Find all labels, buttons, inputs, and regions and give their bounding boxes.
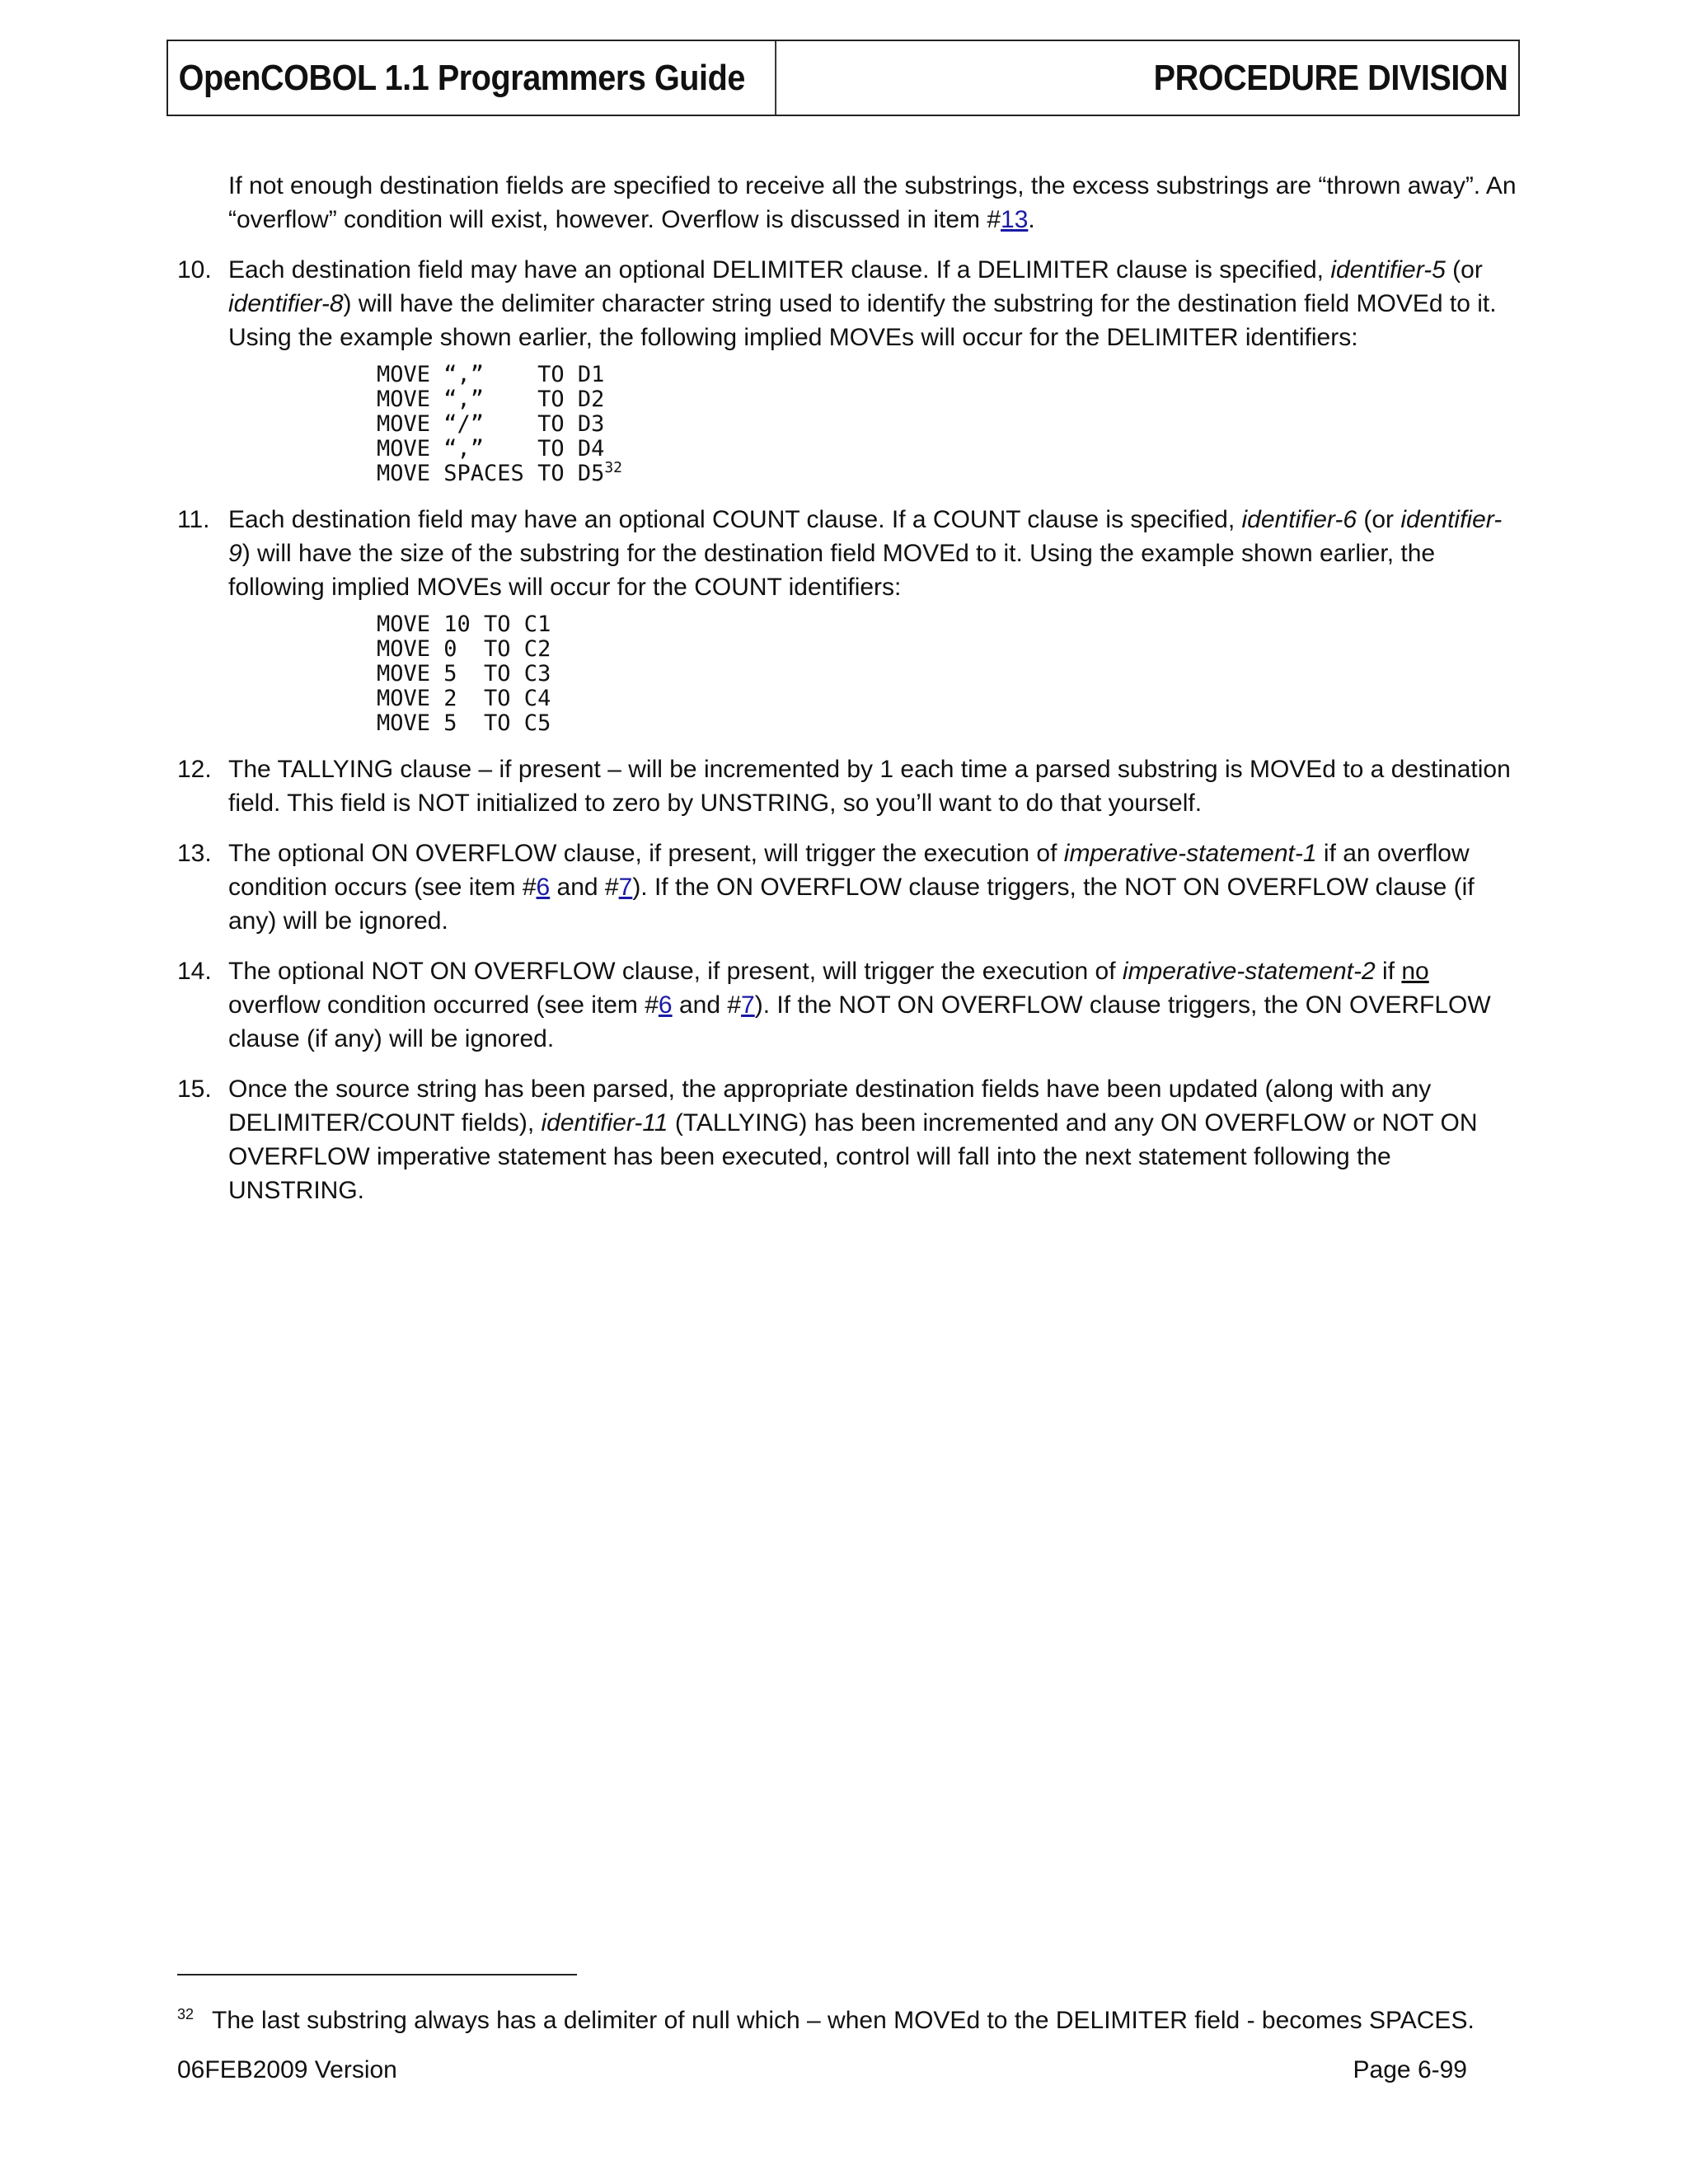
header-section-title: PROCEDURE DIVISION bbox=[1153, 57, 1508, 98]
item-text: (or bbox=[1357, 506, 1401, 533]
list-number: 13. bbox=[177, 840, 212, 867]
footer-page-number: Page 6-99 bbox=[1353, 2056, 1467, 2083]
list-number: 10. bbox=[177, 256, 212, 284]
item-text: The optional ON OVERFLOW clause, if present, will trigger the execution of bbox=[228, 840, 1064, 867]
item-text: Each destination field may have an optional DELIMITER clause. If a DELIMITER clause is specified, bbox=[228, 256, 1331, 284]
page-footer bbox=[177, 2054, 1467, 2087]
emphasis-no: no bbox=[1401, 958, 1429, 985]
intro-paragraph bbox=[177, 169, 1517, 237]
identifier-term: identifier-8 bbox=[228, 290, 344, 317]
list-number: 14. bbox=[177, 958, 212, 985]
code-line: MOVE “,” TO D1 bbox=[377, 362, 605, 387]
item-text: ). If the ON OVERFLOW clause triggers, the NOT ON OVERFLOW clause (if any) will be ignored. bbox=[228, 874, 1475, 935]
intro-text-1: If not enough destination fields are specified to receive all the substrings, the excess substrings are “thrown away”. An “overflow” condition will exist, however. Overflow is discussed in item # bbox=[228, 172, 1517, 233]
code-line: MOVE 10 TO C1 bbox=[377, 612, 551, 637]
footnote-text: The last substring always has a delimiter of null which – when MOVEd to the DELIMITER field - becomes SPACES. bbox=[212, 2007, 1475, 2034]
code-line: MOVE 0 TO C2 bbox=[377, 636, 551, 662]
code-line: MOVE 5 TO C5 bbox=[377, 710, 551, 736]
item-text: The TALLYING clause – if present – will be incremented by 1 each time a parsed substring is MOVEd to a destination field. This field is NOT initialized to zero by UNSTRING, so you’ll want to do that yourself. bbox=[228, 756, 1511, 817]
identifier-term: identifier-11 bbox=[541, 1109, 668, 1137]
identifier-term: identifier-9 bbox=[228, 506, 1503, 567]
item-text: Each destination field may have an optional COUNT clause. If a COUNT clause is specified, bbox=[228, 506, 1242, 533]
item-text: ). If the NOT ON OVERFLOW clause triggers, the ON OVERFLOW clause (if any) will be ignored. bbox=[228, 991, 1491, 1052]
identifier-term: imperative-statement-1 bbox=[1063, 840, 1317, 867]
link-item-7[interactable]: 7 bbox=[618, 874, 633, 901]
identifier-term: identifier-6 bbox=[1241, 506, 1357, 533]
list-item-11 bbox=[177, 503, 1517, 736]
item-text: overflow condition occurred (see item # bbox=[228, 991, 659, 1019]
code-block-delimiter bbox=[377, 363, 1517, 486]
link-item-6[interactable]: 6 bbox=[536, 874, 551, 901]
link-item-6[interactable]: 6 bbox=[658, 991, 673, 1019]
item-text: and # bbox=[550, 874, 619, 901]
item-text: ) will have the delimiter character string used to identify the substring for the destination field MOVEd to it. Using the example shown earlier, the following implied MOVEs will occur for the DELIMITER identifiers: bbox=[228, 290, 1497, 351]
list-number: 12. bbox=[177, 756, 212, 783]
footnote-separator bbox=[177, 1974, 577, 1975]
item-text: if an overflow condition occurs (see item # bbox=[228, 840, 1470, 901]
code-line: MOVE “,” TO D4 bbox=[377, 436, 605, 462]
identifier-term: identifier-5 bbox=[1330, 256, 1446, 284]
link-item-7[interactable]: 7 bbox=[741, 991, 755, 1019]
list-item-12 bbox=[177, 752, 1517, 820]
code-line: MOVE “,” TO D2 bbox=[377, 387, 605, 412]
page-header bbox=[166, 40, 1520, 116]
footnote bbox=[177, 2004, 1529, 2037]
intro-text-2: . bbox=[1028, 206, 1035, 233]
code-line: MOVE 5 TO C3 bbox=[377, 661, 551, 687]
page-body bbox=[177, 169, 1517, 1224]
item-text: and # bbox=[672, 991, 742, 1019]
identifier-term: imperative-statement-2 bbox=[1122, 958, 1376, 985]
code-line: MOVE “/” TO D3 bbox=[377, 411, 605, 437]
header-guide-title: OpenCOBOL 1.1 Programmers Guide bbox=[168, 41, 776, 115]
list-item-14 bbox=[177, 954, 1517, 1056]
item-text: (TALLYING) has been incremented and any ON OVERFLOW or NOT ON OVERFLOW imperative statement has been executed, control will fall into the next statement following the UNSTRING. bbox=[228, 1109, 1478, 1204]
list-item-13 bbox=[177, 837, 1517, 938]
footnote-number: 32 bbox=[177, 2006, 195, 2022]
footer-version: 06FEB2009 Version bbox=[177, 2056, 397, 2083]
item-text: Once the source string has been parsed, the appropriate destination fields have been updated (along with any DELIMITER/COUNT fields), bbox=[228, 1076, 1432, 1137]
code-line-last bbox=[377, 459, 1517, 486]
list-number: 15. bbox=[177, 1076, 212, 1103]
link-item-13[interactable]: 13 bbox=[1001, 206, 1029, 233]
item-text: if bbox=[1375, 958, 1402, 985]
item-text: The optional NOT ON OVERFLOW clause, if present, will trigger the execution of bbox=[228, 958, 1123, 985]
list-item-10 bbox=[177, 253, 1517, 486]
code-line: MOVE 2 TO C4 bbox=[377, 686, 551, 711]
item-text: (or bbox=[1445, 256, 1483, 284]
list-item-15 bbox=[177, 1072, 1517, 1207]
code-line-text: MOVE SPACES TO D5 bbox=[377, 461, 605, 486]
item-text: ) will have the size of the substring for the destination field MOVEd to it. Using the example shown earlier, the following implied MOVEs will occur for the COUNT identifiers: bbox=[228, 540, 1436, 601]
list-number: 11. bbox=[177, 506, 210, 533]
code-block-count bbox=[377, 612, 1517, 736]
footnote-ref[interactable]: 32 bbox=[604, 459, 623, 476]
